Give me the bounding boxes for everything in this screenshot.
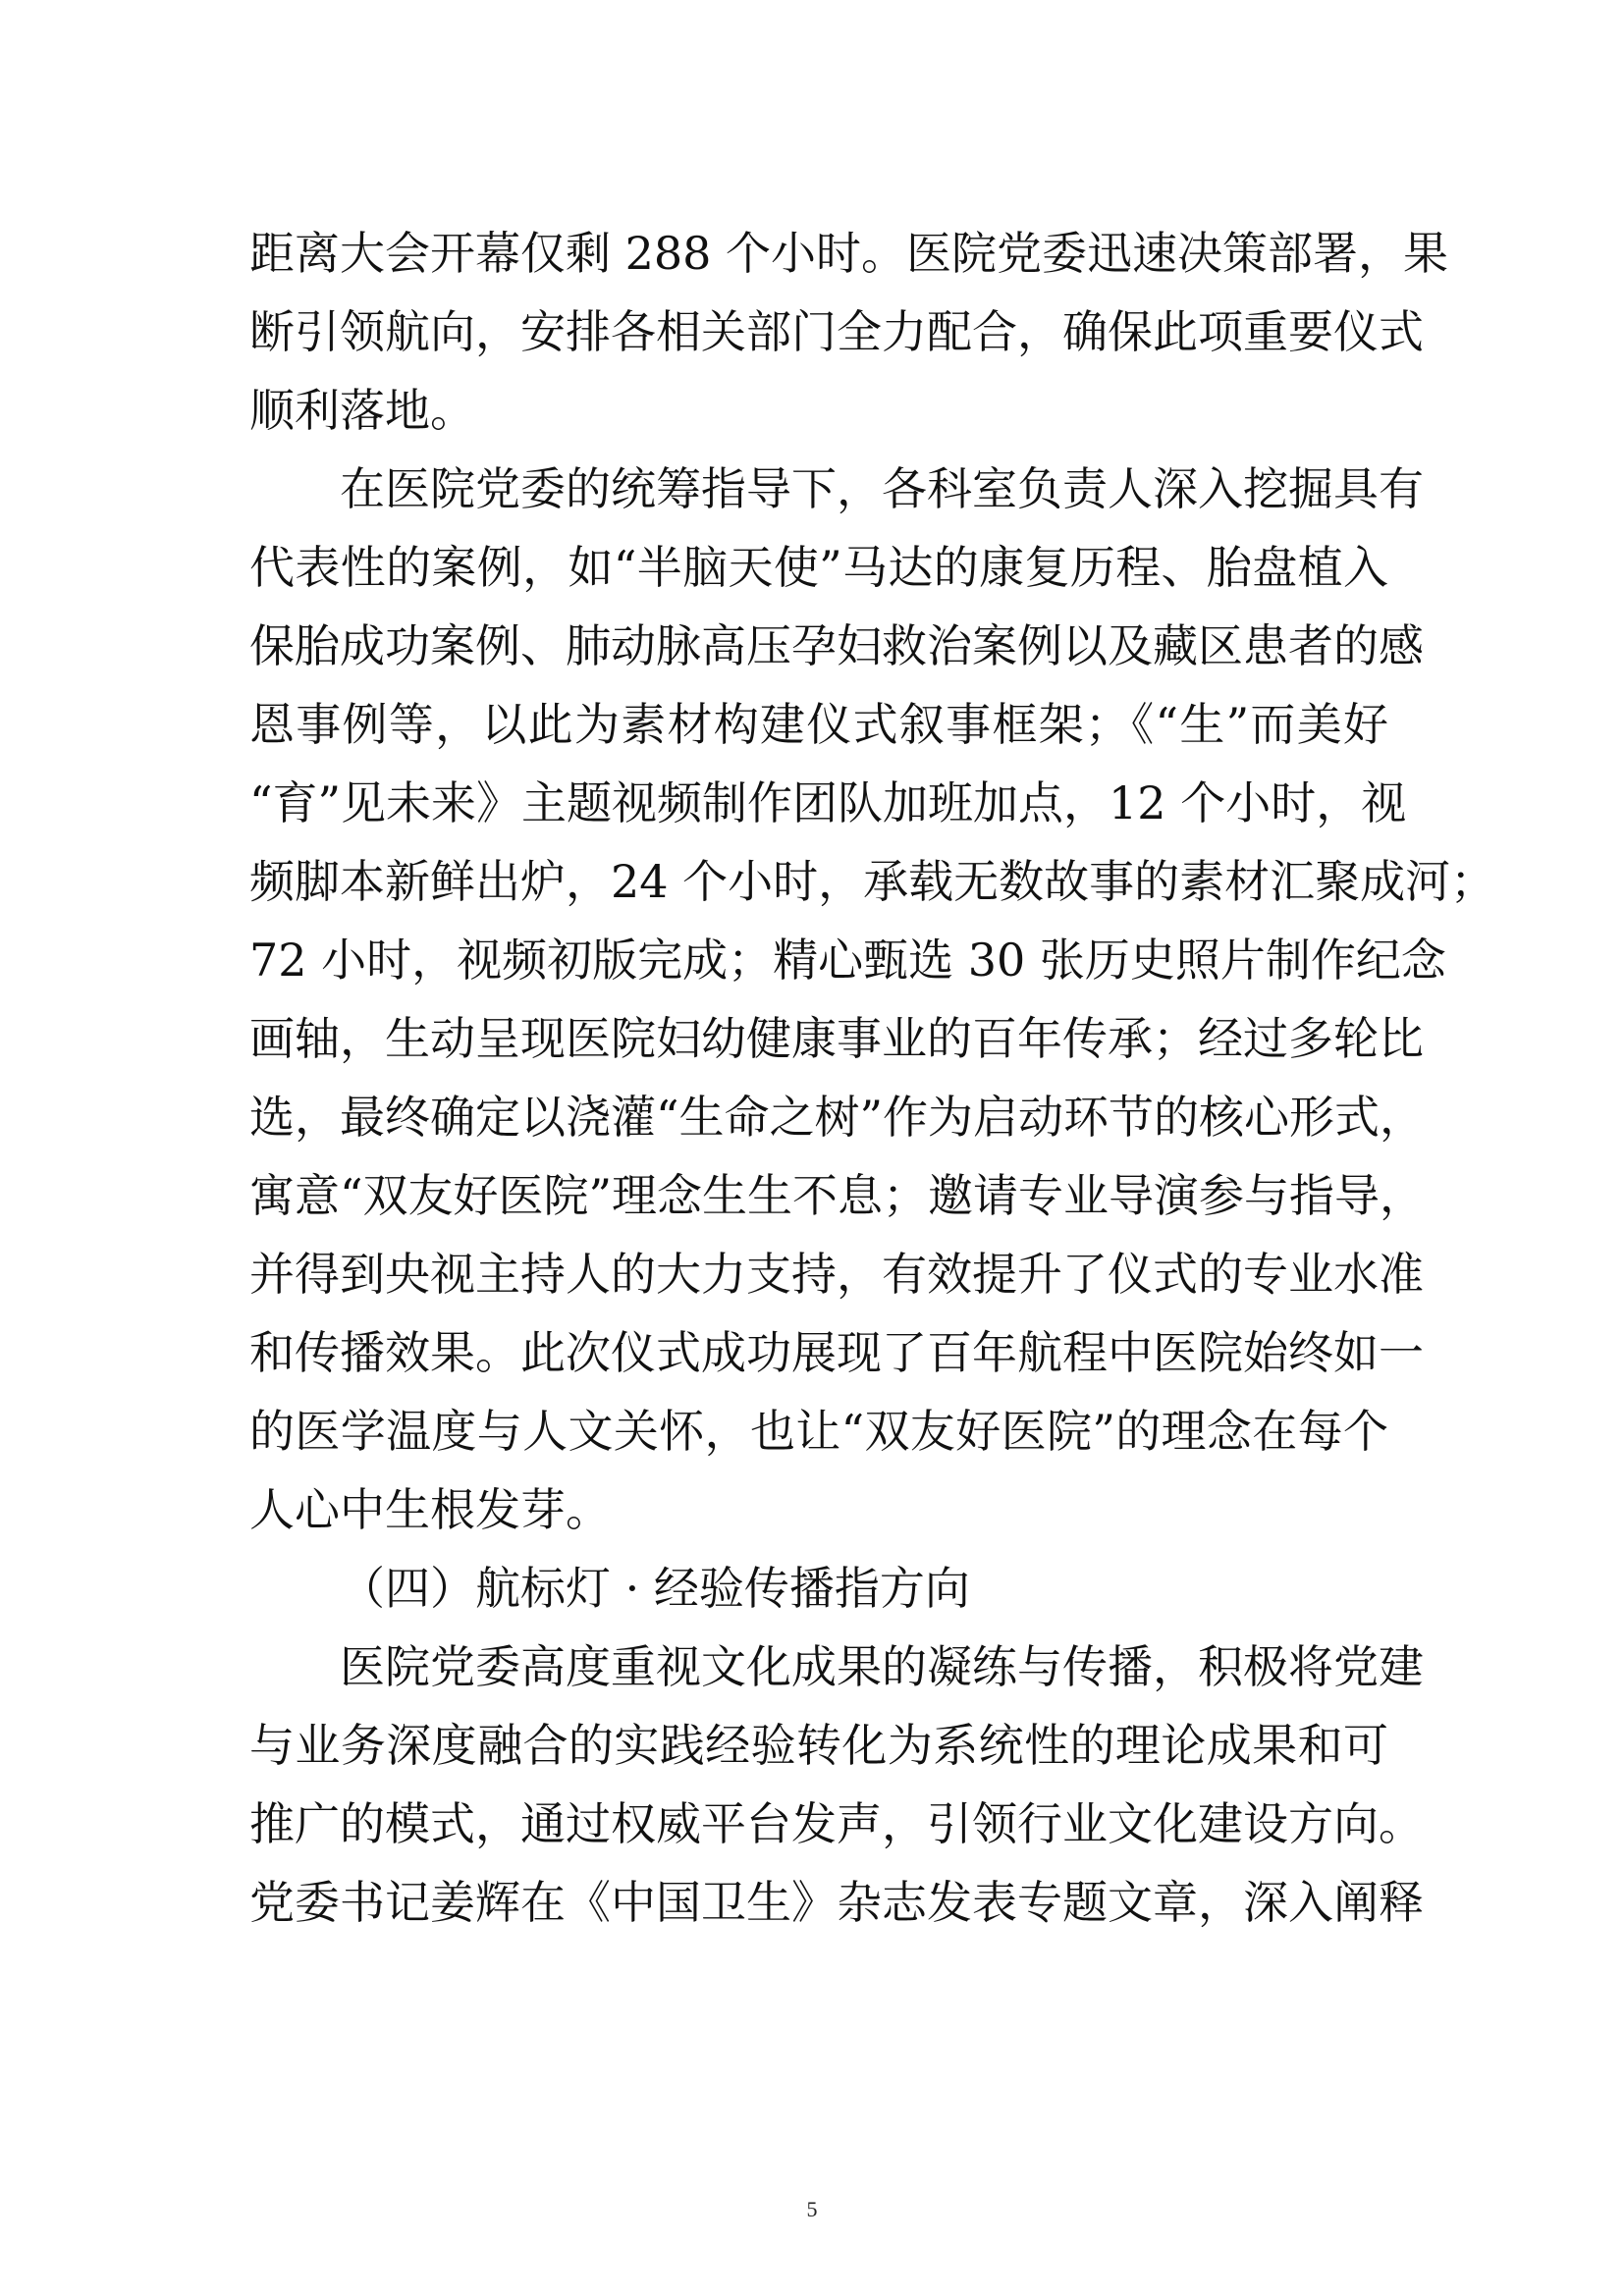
paragraph-2-line-14: 人心中生根发芽。 <box>249 1483 611 1536</box>
paragraph-2-line-5: “育”见未来》主题视频制作团队加班加点，12 个小时，视 <box>249 776 1407 829</box>
paragraph-2-line-10: 寓意“双友好医院”理念生生不息；邀请专业导演参与指导， <box>249 1169 1426 1222</box>
paragraph-2-line-6: 频脚本新鲜出炉，24 个小时，承载无数故事的素材汇聚成河； <box>249 855 1496 908</box>
page-number: 5 <box>806 2197 818 2221</box>
paragraph-2-line-8: 画轴，生动呈现医院妇幼健康事业的百年传承；经过多轮比 <box>249 1012 1424 1065</box>
paragraph-2-line-11: 并得到央视主持人的大力支持，有效提升了仪式的专业水准 <box>249 1248 1424 1301</box>
paragraph-1-line-2: 断引领航向，安排各相关部门全力配合，确保此项重要仪式 <box>249 305 1424 358</box>
paragraph-1-line-3: 顺利落地。 <box>249 384 475 437</box>
paragraph-2-line-12: 和传播效果。此次仪式成功展现了百年航程中医院始终如一 <box>249 1326 1424 1379</box>
paragraph-2-line-3: 保胎成功案例、肺动脉高压孕妇救治案例以及藏区患者的感 <box>249 619 1424 672</box>
paragraph-3-line-3: 推广的模式，通过权威平台发声，引领行业文化建设方向。 <box>249 1797 1424 1850</box>
paragraph-3-line-4: 党委书记姜辉在《中国卫生》杂志发表专题文章，深入阐释 <box>249 1876 1424 1929</box>
paragraph-3-line-2: 与业务深度融合的实践经验转化为系统性的理论成果和可 <box>249 1719 1388 1772</box>
body-text <box>249 214 1496 1942</box>
paragraph-2-line-9: 选，最终确定以浇灌“生命之树”作为启动环节的核心形式， <box>249 1091 1426 1144</box>
paragraph-3-line-1: 医院党委高度重视文化成果的凝练与传播，积极将党建 <box>340 1640 1424 1693</box>
paragraph-2-line-2: 代表性的案例，如“半脑天使”马达的康复历程、胎盘植入 <box>249 541 1388 594</box>
paragraph-2-line-13: 的医学温度与人文关怀，也让“双友好医院”的理念在每个 <box>249 1405 1388 1458</box>
section-heading: （四）航标灯 · 经验传播指方向 <box>340 1562 970 1615</box>
paragraph-2-line-4: 恩事例等，以此为素材构建仪式叙事框架；《“生”而美好 <box>249 698 1388 751</box>
paragraph-2-line-1: 在医院党委的统筹指导下，各科室负责人深入挖掘具有 <box>340 462 1424 515</box>
paragraph-1-line-1: 距离大会开幕仅剩 288 个小时。医院党委迅速决策部署，果 <box>249 227 1449 280</box>
paragraph-2-line-7: 72 小时，视频初版完成；精心甄选 30 张历史照片制作纪念 <box>249 934 1446 987</box>
